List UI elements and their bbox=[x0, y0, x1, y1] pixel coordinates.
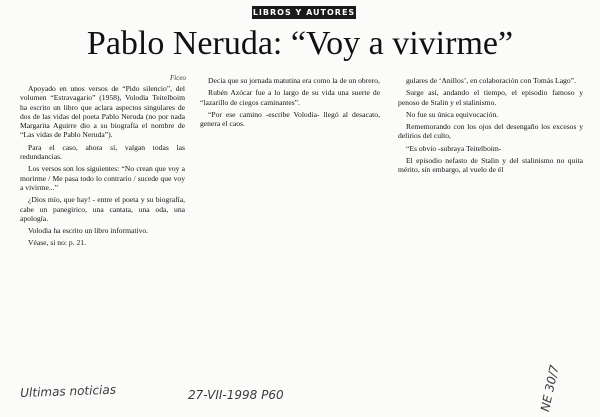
paragraph: ¿Dios mío, que hay! - entre el poeta y su biografía, cabe un panegirico, una cantata, una oda, una apología. bbox=[20, 195, 185, 223]
paragraph: Rubén Azócar fue a lo largo de su vida una suerte de “lazarillo de ciegos caminantes”. bbox=[200, 88, 380, 107]
section-label: LIBROS Y AUTORES bbox=[252, 8, 356, 17]
article-column-3 bbox=[398, 76, 583, 376]
paragraph: El episodio nefasto de Stalin y del stalinismo no quita mérito, sin embargo, al vuelo de él bbox=[398, 156, 583, 175]
article-column-1 bbox=[20, 84, 185, 376]
paragraph: Véase, si no: p. 21. bbox=[28, 238, 86, 248]
paragraph: Rememorando con los ojos del desengaño los excesos y delirios del culto, bbox=[398, 122, 583, 141]
paragraph: Los versos son los siguientes: “No crean que voy a morirme / Me pasa todo lo contrario / sucede que voy a vivirme...” bbox=[20, 164, 185, 192]
paragraph: No fue su única equivocación. bbox=[406, 109, 499, 119]
handwritten-date-note: 27-VII-1998 P60 bbox=[188, 388, 284, 402]
paragraph: Surge así, andando el tiempo, el episodio famoso y penoso de Stalin y el stalinismo. bbox=[398, 88, 583, 107]
paragraph: Volodia ha escrito un libro informativo. bbox=[28, 226, 149, 236]
paragraph: Decía que su jornada matutina era como la de un obrero, bbox=[208, 76, 380, 85]
handwritten-reference-note: NE 30/7 bbox=[538, 363, 562, 413]
handwritten-source-note: Ultimas noticias bbox=[20, 382, 117, 400]
paragraph: gulares de ‘Anillos’, en colaboración con Tomás Lago”. bbox=[406, 76, 576, 85]
paragraph: Apoyado en unos versos de “Pido silencio”, del volumen “Estravagario” (1958), Volodia Teitelboim ha escrito un libro que aclara aspectos singulares de dos de las vidas del poeta Pablo Neruda (no por nada Margarita Aguirre dio a su biografía el nombre de “Las vidas de Pablo Neruda”). bbox=[20, 84, 185, 140]
headline: Pablo Neruda: “Voy a vivirme” bbox=[86, 25, 514, 62]
article-column-2 bbox=[200, 76, 380, 376]
byline-credit: Ficeo bbox=[170, 74, 186, 82]
paragraph: Para el caso, ahora sí, valgan todas las redundancias. bbox=[20, 142, 185, 162]
paragraph: “Por ese camino -escribe Volodia- llegó al desacato, genera el caos. bbox=[200, 109, 380, 129]
paragraph: “Es obvio -subraya Teitelboim- bbox=[406, 143, 502, 153]
